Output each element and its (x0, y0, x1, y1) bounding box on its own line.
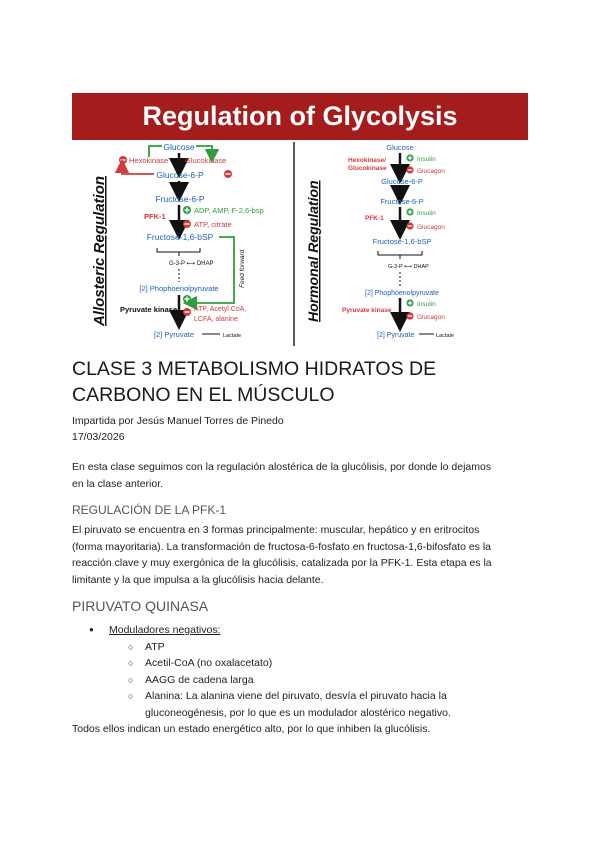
g6p-feedback-arrow (122, 166, 154, 174)
right-glucagon-1: Glucagon (417, 168, 445, 175)
glucokinase-green-arrow (196, 146, 212, 156)
right-insulin-3: Insulin (417, 301, 436, 308)
right-insulin-1: Insulin (417, 156, 436, 163)
right-glucagon-2: Glucagon (417, 224, 445, 231)
right-pyruvate: [2] Pyruvate (377, 332, 415, 339)
page-title-line-1: CLASE 3 METABOLISMO HIDRATOS DE (72, 358, 437, 380)
page-title-line-2: CARBONO EN EL MÚSCULO (72, 384, 335, 406)
section1-line-4: limitante y la que impulsa a la glucólisis hacia delante. (72, 573, 324, 586)
right-pep: [2] Phophoenolpyruvate (365, 290, 439, 297)
left-pyruvate: [2] Pyruvate (154, 330, 195, 339)
section1-line-2: (forma mayoritaria). La transformación de fructosa-6-fosfato en fructosa-1,6-bifosfato es la (72, 540, 492, 553)
left-g3p-dhap: G-3-P ⟷ DHAP (169, 261, 214, 267)
left-pk-inhibitors-1: ATP, Acetyl CoA, (194, 306, 247, 313)
glycolysis-diagram (72, 140, 528, 351)
left-g6p: Glucose-6-P (156, 170, 204, 180)
section1-line-1: El piruvato se encuentra en 3 formas principalmente: muscular, hepático y en eritrocitos (72, 524, 480, 536)
feed-forward-arrow (190, 237, 234, 303)
intro-paragraph (72, 459, 532, 492)
closing-line: Todos ellos indican un estado energético alto, por lo que inhiben la glucólisis. (72, 723, 431, 735)
right-pfk1: PFK-1 (365, 215, 384, 222)
right-f16bp: Fructose-1,6-bSP (372, 237, 432, 246)
right-insulin-2: Insulin (417, 210, 436, 217)
list-item: ○ ATP (72, 639, 532, 656)
intro-line-1: En esta clase seguimos con la regulación alostérica de la glucólisis, por donde lo dejamos (72, 461, 492, 473)
left-pfk1: PFK-1 (144, 212, 166, 221)
list-item (72, 622, 532, 639)
left-pk-inhibitors-2: LCFA, alanine (194, 316, 238, 323)
glycolysis-figure (72, 93, 528, 351)
left-hexokinase: Hexokinase (129, 156, 169, 165)
right-glucose: Glucose (386, 143, 414, 152)
right-g6p: Glucose-6-P (381, 177, 423, 186)
intro-line-2: en la clase anterior. (72, 477, 164, 490)
date-line: 17/03/2026 (72, 431, 125, 443)
left-f16bp: Fructose-1,6-bSP (146, 232, 214, 242)
left-glucose: Glucose (163, 142, 195, 152)
section1-paragraph (72, 522, 532, 588)
author-line: Impartida por Jesús Manuel Torres de Pinedo (72, 415, 284, 427)
list-item: ○ AAGG de cadena larga (72, 672, 532, 689)
right-glucagon-3: Glucagon (417, 314, 445, 321)
left-feed-forward: Feed forward (239, 249, 246, 288)
left-lactate: Lactate (223, 333, 242, 339)
modulators-list (72, 622, 532, 738)
section-heading-piruvato-quinasa: PIRUVATO QUINASA (72, 598, 209, 614)
hormonal-side-label: Hormonal Regulation (305, 180, 321, 322)
page-title (72, 356, 532, 408)
figure-title: Regulation of Glycolysis (72, 93, 528, 140)
left-glucokinase: Glucokinase (185, 156, 227, 165)
right-g3p-dhap: G-3-P ⟷ DHAP (388, 264, 429, 270)
left-pyruvate-kinase: Pyruvate kinase (120, 305, 178, 314)
list-item: ○ Acetil-CoA (no oxalacetato) (72, 655, 532, 672)
section1-line-3: reacción clave y muy exergónica de la glucólisis, catalizada por la PFK-1. Esta etapa es la (72, 557, 492, 569)
right-hexokinase: Hexokinase/ (348, 157, 386, 164)
right-lactate: Lactate (436, 333, 455, 339)
left-pfk-activators: ADP, AMP, F-2,6-bsp (194, 206, 264, 215)
list-item: ○ Alanina: La alanina viene del piruvato, desvía el piruvato hacia la (72, 688, 532, 705)
right-f6p: Fructose-6-P (380, 197, 424, 206)
allosteric-side-label: Allosteric Regulation (91, 175, 108, 326)
left-f6p: Fructose-6-P (155, 194, 205, 204)
left-pep: [2] Phophoenolpyruvate (139, 284, 219, 293)
left-pfk-inhibitors: ATP, citrate (194, 220, 232, 229)
section-heading-pfk1: REGULACIÓN DE LA PFK-1 (72, 503, 227, 517)
right-pyruvate-kinase: Pyruvate kinase (342, 307, 392, 314)
list-item-continuation: gluconeogénesis, por lo que es un modulador alostérico negativo. (145, 706, 451, 719)
list-item-label: Moduladores negativos: (109, 624, 221, 636)
right-glucokinase: Glucokinase (348, 165, 387, 172)
